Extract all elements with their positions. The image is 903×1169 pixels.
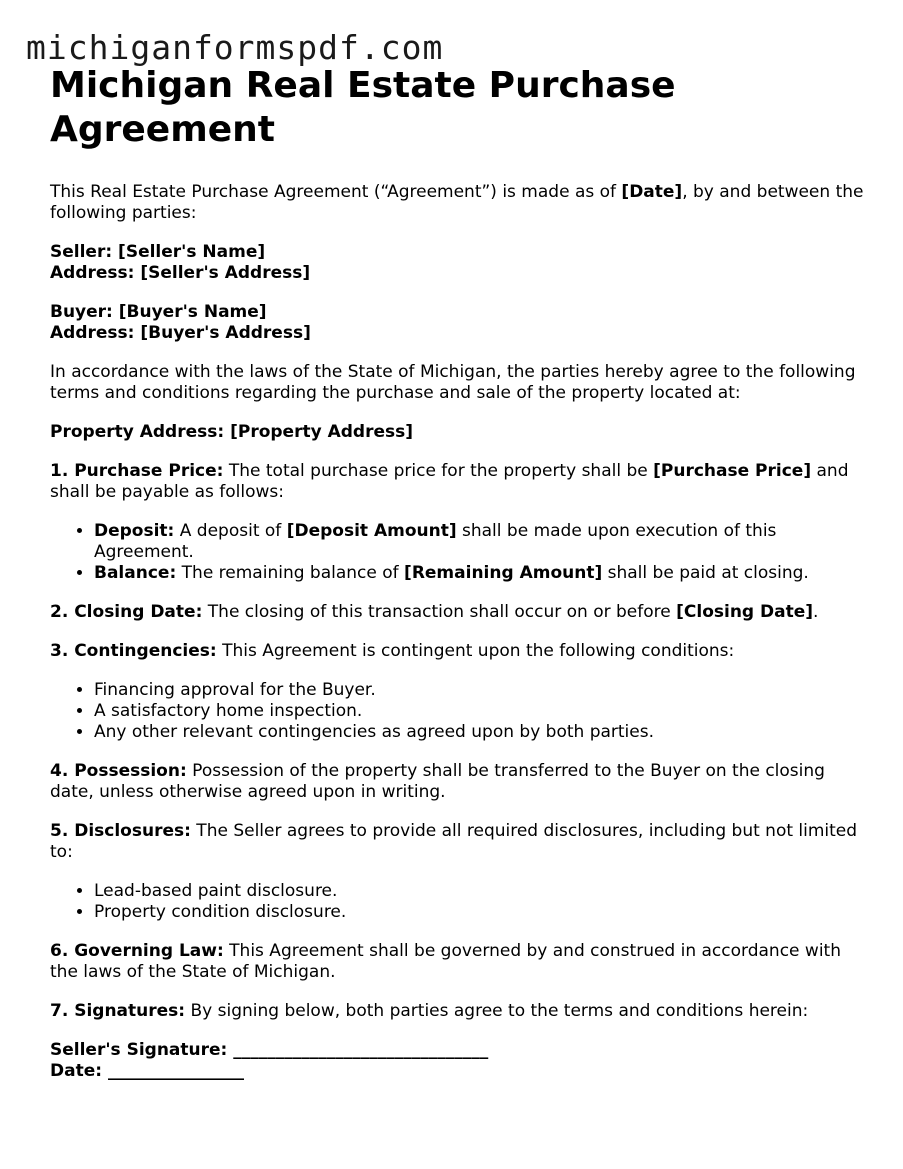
list-text: shall be made upon execution of this Agreement.	[94, 521, 777, 562]
section-possession	[50, 761, 870, 803]
document-title: Michigan Real Estate Purchase Agreement	[50, 65, 676, 150]
list-item	[94, 563, 870, 584]
section-text: This Agreement is contingent upon the following conditions:	[216, 641, 735, 661]
property-address-block	[50, 422, 870, 443]
deposit-label: Deposit:	[94, 521, 175, 541]
section-heading: 2. Closing Date:	[50, 602, 203, 622]
seller-signature-line[interactable]: Seller's Signature: ______________________________	[50, 1040, 489, 1060]
laws-paragraph: In accordance with the laws of the State of Michigan, the parties hereby agree to the following terms and conditions regarding the purchase and sale of the property located at:	[50, 362, 856, 403]
list-item: • Property condition disclosure.	[94, 902, 870, 923]
payment-list	[50, 521, 870, 584]
section-closing-date	[50, 602, 870, 623]
remaining-amount-placeholder: [Remaining Amount]	[404, 563, 603, 583]
seller-address: Address: [Seller's Address]	[50, 263, 311, 283]
list-text: The remaining balance of	[176, 563, 405, 583]
purchase-price-placeholder: [Purchase Price]	[653, 461, 812, 481]
section-text: By signing below, both parties agree to the terms and conditions herein:	[185, 1001, 809, 1021]
buyer-name: Buyer: [Buyer's Name]	[50, 302, 267, 322]
list-item: • Any other relevant contingencies as agreed upon by both parties.	[94, 722, 870, 743]
section-text: The total purchase price for the property shall be	[223, 461, 654, 481]
section-purchase-price	[50, 461, 870, 503]
seller-name: Seller: [Seller's Name]	[50, 242, 266, 262]
document-body	[50, 64, 870, 1100]
buyer-address: Address: [Buyer's Address]	[50, 323, 311, 343]
section-heading: 7. Signatures:	[50, 1001, 186, 1021]
seller-block	[50, 242, 870, 284]
agreement-date-placeholder: [Date]	[621, 182, 683, 202]
section-text: The Seller agrees to provide all required disclosures, including but not limited to:	[50, 821, 858, 862]
intro-text-end: , by and between the following parties:	[50, 182, 864, 223]
list-item	[94, 521, 870, 563]
disclosures-list	[50, 881, 870, 923]
section-signatures	[50, 1001, 870, 1022]
list-text: shall be paid at closing.	[602, 563, 809, 583]
intro-text: This Real Estate Purchase Agreement (“Agreement”) is made as of	[50, 182, 622, 202]
site-watermark: michiganformspdf.com	[26, 28, 444, 67]
section-text: The closing of this transaction shall occur on or before	[202, 602, 677, 622]
section-heading: 3. Contingencies:	[50, 641, 217, 661]
balance-label: Balance:	[94, 563, 177, 583]
property-address: Property Address: [Property Address]	[50, 422, 414, 442]
deposit-amount-placeholder: [Deposit Amount]	[286, 521, 457, 541]
list-item: • Financing approval for the Buyer.	[94, 680, 870, 701]
list-item: • A satisfactory home inspection.	[94, 701, 870, 722]
signature-block	[50, 1040, 870, 1082]
section-disclosures	[50, 821, 870, 863]
section-contingencies	[50, 641, 870, 662]
closing-date-placeholder: [Closing Date]	[676, 602, 814, 622]
list-text: A deposit of	[174, 521, 287, 541]
intro-paragraph	[50, 182, 870, 224]
contingencies-list	[50, 680, 870, 743]
section-text: Possession of the property shall be transferred to the Buyer on the closing date, unless otherwise agreed upon in writing.	[50, 761, 825, 802]
section-text: and shall be payable as follows:	[50, 461, 849, 502]
buyer-block	[50, 302, 870, 344]
list-item: • Lead-based paint disclosure.	[94, 881, 870, 902]
signature-date-line[interactable]: Date: ________________	[50, 1061, 244, 1081]
section-heading: 5. Disclosures:	[50, 821, 191, 841]
section-text: .	[813, 602, 819, 622]
section-text: This Agreement shall be governed by and construed in accordance with the laws of the State of Michigan.	[50, 941, 841, 982]
section-heading: 1. Purchase Price:	[50, 461, 224, 481]
section-heading: 6. Governing Law:	[50, 941, 224, 961]
section-heading: 4. Possession:	[50, 761, 187, 781]
section-governing-law	[50, 941, 870, 983]
